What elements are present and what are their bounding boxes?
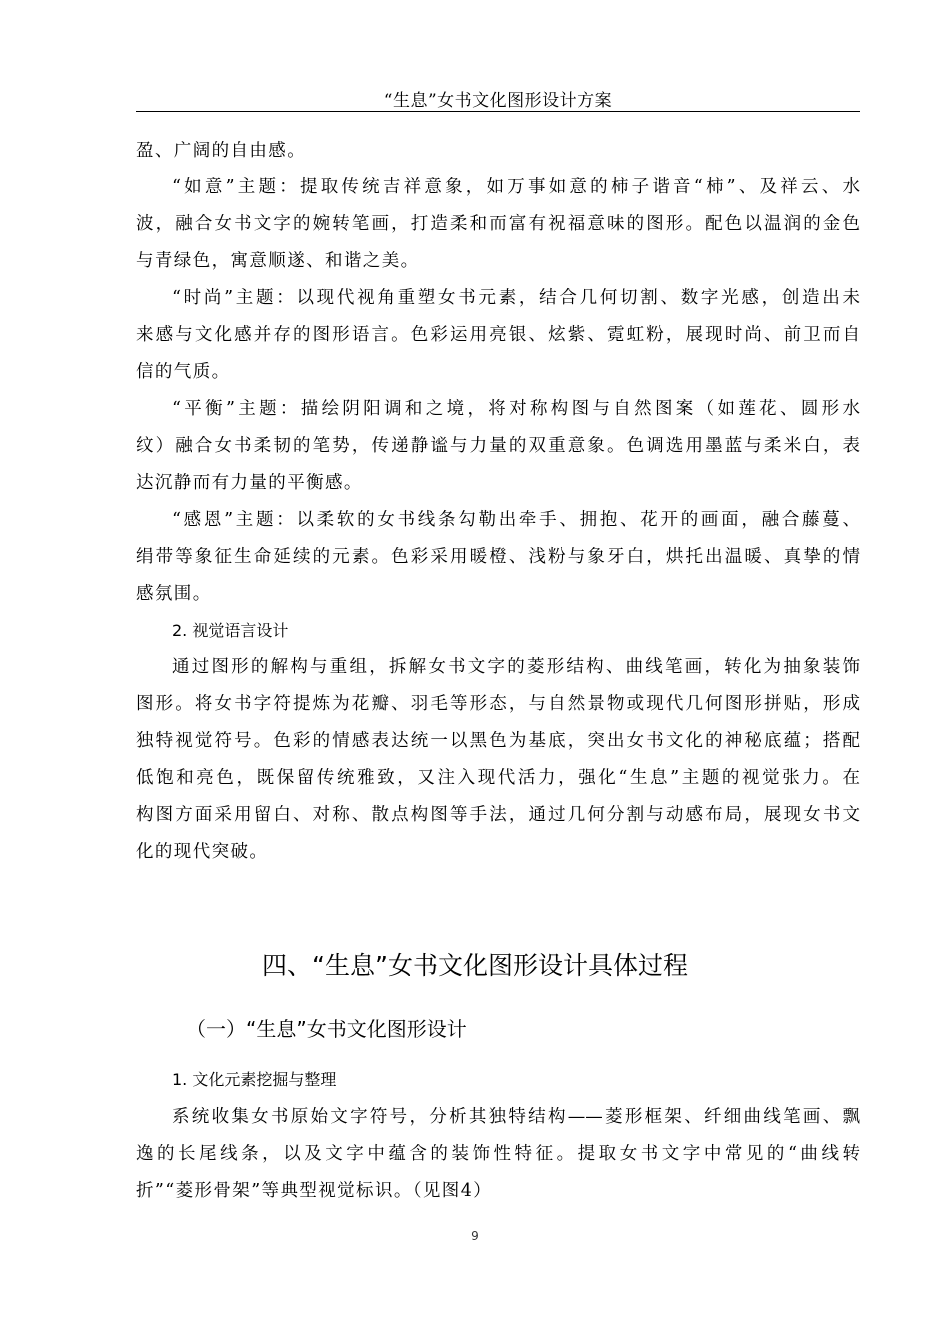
text-line: 达沉静而有力量的平衡感。 [136, 473, 363, 493]
text-line: 纹）融合女书柔韧的笔势，传递静谧与力量的双重意象。色调选用墨蓝与柔米白，表 [136, 436, 860, 456]
text-line: “时尚”主题：以现代视角重塑女书元素，结合几何切割、数字光感，创造出未 [172, 288, 860, 308]
text-line: 感氛围。 [136, 584, 212, 604]
text-line: 盈、广阔的自由感。 [136, 141, 307, 161]
text-line: “感恩”主题：以柔软的女书线条勾勒出牵手、拥抱、花开的画面，融合藤蔓、 [172, 510, 860, 530]
section-heading: （一）“生息”女书文化图形设计 [186, 1017, 467, 1041]
page-number: 9 [471, 1229, 479, 1243]
running-header: “生息”女书文化图形设计方案 [383, 91, 613, 111]
text-line: 来感与文化感并存的图形语言。色彩运用亮银、炫紫、霓虹粉，展现时尚、前卫而自 [136, 325, 860, 345]
text-line: 图形。将女书字符提炼为花瓣、羽毛等形态，与自然景物或现代几何图形拼贴，形成 [136, 694, 860, 714]
text-line: 波，融合女书文字的婉转笔画，打造柔和而富有祝福意味的图形。配色以温润的金色 [136, 214, 860, 234]
subsection-heading-visual-language: 2. 视觉语言设计 [172, 621, 289, 640]
text-line: 构图方面采用留白、对称、散点构图等手法，通过几何分割与动感布局，展现女书文 [136, 805, 860, 825]
text-line: 绢带等象征生命延续的元素。色彩采用暖橙、浅粉与象牙白，烘托出温暖、真挚的情 [136, 547, 860, 567]
header-rule [136, 111, 860, 112]
text-line: 与青绿色，寓意顺遂、和谐之美。 [136, 251, 420, 271]
text-line: 信的气质。 [136, 362, 231, 382]
text-line: 系统收集女书原始文字符号，分析其独特结构——菱形框架、纤细曲线笔画、飘 [172, 1107, 860, 1127]
text-line: 独特视觉符号。色彩的情感表达统一以黑色为基底，突出女书文化的神秘底蕴；搭配 [136, 731, 860, 751]
text-line: 逸的长尾线条，以及文字中蕴含的装饰性特征。提取女书文字中常见的“曲线转 [136, 1144, 860, 1164]
text-line: 化的现代突破。 [136, 842, 269, 862]
text-line: 低饱和亮色，既保留传统雅致，又注入现代活力，强化“生息”主题的视觉张力。在 [136, 768, 860, 788]
text-line: “如意”主题：提取传统吉祥意象，如万事如意的柿子谐音“柿”、及祥云、水 [172, 177, 860, 197]
text-line: 通过图形的解构与重组，拆解女书文字的菱形结构、曲线笔画，转化为抽象装饰 [172, 657, 860, 677]
text-line: 折”“菱形骨架”等典型视觉标识。（见图4） [136, 1181, 493, 1201]
subsection-heading-cultural-elements: 1. 文化元素挖掘与整理 [172, 1070, 337, 1089]
text-line: “平衡”主题：描绘阴阳调和之境，将对称构图与自然图案（如莲花、圆形水 [172, 399, 860, 419]
chapter-heading: 四、“生息”女书文化图形设计具体过程 [262, 951, 688, 980]
